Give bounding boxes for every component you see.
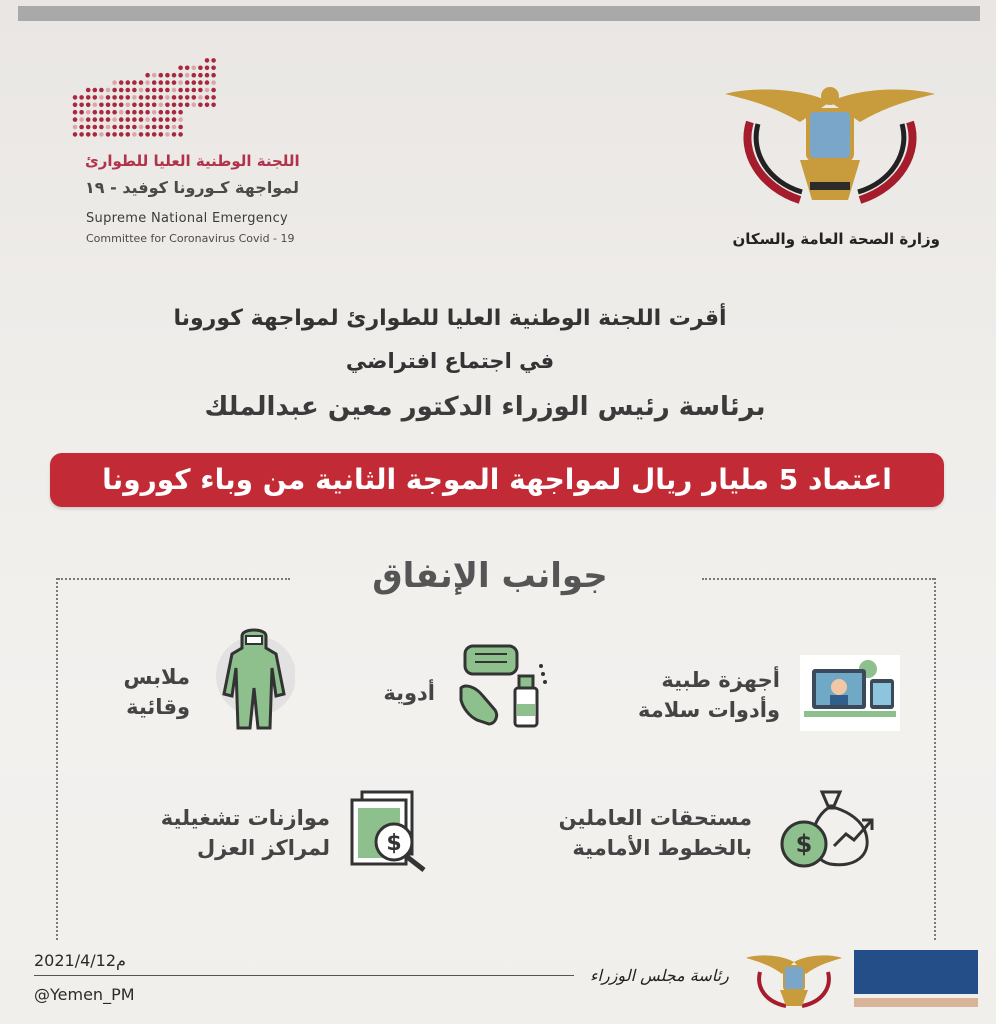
map-dot: [178, 132, 183, 137]
map-dot: [165, 80, 170, 85]
item-label-medical-devices: [600, 665, 780, 725]
map-dot: [192, 88, 197, 93]
item-operating-budgets-line2: لمراكز العزل: [196, 836, 330, 860]
budget-document-icon: [346, 790, 436, 874]
committee-name-ar-line2: لمواجهة كـورونا كوفيد - ١٩: [85, 178, 300, 197]
map-dot: [185, 95, 190, 100]
map-dot: [106, 103, 111, 108]
map-dot: [159, 110, 164, 115]
map-dot: [119, 125, 124, 130]
map-dot: [159, 88, 164, 93]
map-dot: [86, 132, 91, 137]
map-dot: [93, 110, 98, 115]
map-dot: [119, 103, 124, 108]
map-dot: [165, 95, 170, 100]
map-dot: [139, 103, 144, 108]
section-title: جوانب الإنفاق: [372, 556, 608, 596]
map-dot: [119, 117, 124, 122]
map-dot: [93, 88, 98, 93]
map-dot: [145, 103, 150, 108]
map-dot: [178, 95, 183, 100]
map-dot: [119, 95, 124, 100]
map-dot: [172, 80, 177, 85]
footer-blue-block: [854, 950, 978, 994]
map-dot: [93, 95, 98, 100]
map-dot: [198, 73, 203, 78]
item-label-operating-budgets: [130, 803, 330, 863]
map-dot: [211, 88, 216, 93]
map-dot: [159, 132, 164, 137]
cabinet-signature: رئاسة مجلس الوزراء: [590, 966, 729, 985]
item-medical-devices-line2: وأدوات سلامة: [637, 698, 780, 722]
map-dot: [73, 103, 78, 108]
map-dot: [126, 80, 131, 85]
twitter-handle[interactable]: @Yemen_PM: [34, 985, 135, 1004]
map-dot: [73, 110, 78, 115]
map-dot: [106, 132, 111, 137]
map-dot: [172, 125, 177, 130]
map-dot: [119, 80, 124, 85]
map-dot: [192, 73, 197, 78]
map-dot: [205, 103, 210, 108]
map-dot: [93, 103, 98, 108]
map-dot: [106, 117, 111, 122]
map-dot: [198, 95, 203, 100]
map-dot: [211, 80, 216, 85]
map-dot: [159, 117, 164, 122]
map-dot: [79, 103, 84, 108]
map-dot: [205, 66, 210, 71]
map-dot: [99, 110, 104, 115]
item-frontline-workers-line2: بالخطوط الأمامية: [572, 836, 752, 860]
map-dot: [86, 125, 91, 130]
map-dot: [152, 110, 157, 115]
map-dot: [132, 103, 137, 108]
money-bag-icon: [778, 786, 878, 872]
item-protective-suit-line2: وقائية: [126, 695, 190, 719]
map-dot: [178, 66, 183, 71]
banner-text: اعتماد 5 مليار ريال لمواجهة الموجة الثانية من وباء كورونا: [102, 463, 892, 496]
map-dot: [211, 103, 216, 108]
map-dot: [165, 132, 170, 137]
map-dot: [73, 132, 78, 137]
map-dot: [73, 117, 78, 122]
map-dot: [79, 132, 84, 137]
map-dot: [192, 66, 197, 71]
committee-name-en-line2: Committee for Coronavirus Covid - 19: [86, 232, 295, 245]
map-dot: [139, 125, 144, 130]
top-bar: [18, 6, 980, 21]
map-dot: [139, 117, 144, 122]
map-dot: [211, 73, 216, 78]
map-dot: [165, 117, 170, 122]
map-dot: [112, 80, 117, 85]
svg-text:$: $: [795, 830, 813, 858]
item-medical-devices-line1: أجهزة طبية: [661, 668, 780, 692]
map-dot: [165, 125, 170, 130]
map-dot: [185, 66, 190, 71]
item-label-protective-suit: [90, 662, 190, 722]
map-dot: [99, 117, 104, 122]
small-eagle-emblem: [746, 952, 842, 1010]
map-dot: [86, 110, 91, 115]
map-dot: [205, 88, 210, 93]
frame-right: [934, 578, 936, 940]
map-dot: [159, 73, 164, 78]
map-dot: [165, 73, 170, 78]
map-dot: [132, 88, 137, 93]
map-dot: [86, 103, 91, 108]
map-dot: [159, 125, 164, 130]
map-dot: [132, 95, 137, 100]
map-dot: [172, 103, 177, 108]
map-dot: [172, 95, 177, 100]
headline-line-1: أقرت اللجنة الوطنية العليا للطوارئ لمواجهة كورونا: [173, 306, 727, 331]
ministry-name: وزارة الصحة العامة والسكان: [732, 230, 940, 248]
map-dot: [178, 73, 183, 78]
medical-devices-icon: [800, 655, 900, 731]
map-dot: [145, 132, 150, 137]
map-dot: [112, 132, 117, 137]
map-dot: [178, 125, 183, 130]
map-dot: [106, 125, 111, 130]
map-dot: [145, 95, 150, 100]
item-label-medicine: [340, 678, 435, 708]
map-dot: [145, 110, 150, 115]
yemen-eagle-emblem: [720, 82, 940, 212]
map-dot: [139, 88, 144, 93]
map-dot: [185, 80, 190, 85]
map-dot: [192, 103, 197, 108]
map-dot: [139, 95, 144, 100]
map-dot: [192, 95, 197, 100]
map-dot: [73, 125, 78, 130]
map-dot: [185, 73, 190, 78]
map-dot: [152, 103, 157, 108]
map-dot: [152, 125, 157, 130]
map-dot: [152, 117, 157, 122]
map-dot: [79, 95, 84, 100]
map-dot: [99, 95, 104, 100]
map-dot: [211, 95, 216, 100]
item-label-frontline-workers: [520, 803, 752, 863]
map-dot: [185, 88, 190, 93]
map-dot: [86, 117, 91, 122]
map-dot: [112, 117, 117, 122]
map-dot: [145, 125, 150, 130]
map-dot: [152, 80, 157, 85]
item-medicine-line1: أدوية: [383, 681, 435, 705]
item-frontline-workers-line1: مستحقات العاملين: [558, 806, 752, 830]
main-banner: [50, 453, 944, 507]
map-dot: [99, 103, 104, 108]
headline-line-2: في اجتماع افتراضي: [345, 349, 555, 373]
map-dot: [119, 132, 124, 137]
post-date: 2021/4/12م: [34, 951, 126, 970]
map-dot: [172, 132, 177, 137]
map-dot: [126, 110, 131, 115]
headline-line-3: برئاسة رئيس الوزراء الدكتور معين عبدالملك: [204, 392, 766, 422]
map-dot: [152, 95, 157, 100]
item-protective-suit-line1: ملابس: [123, 665, 190, 689]
map-dot: [112, 95, 117, 100]
map-dot: [126, 88, 131, 93]
map-dot: [152, 132, 157, 137]
footer-tan-stripe: [854, 998, 978, 1007]
map-dot: [126, 125, 131, 130]
map-dot: [172, 88, 177, 93]
map-dot: [205, 95, 210, 100]
map-dot: [159, 103, 164, 108]
map-dot: [172, 73, 177, 78]
map-dot: [192, 80, 197, 85]
map-dot: [126, 95, 131, 100]
map-dot: [132, 125, 137, 130]
map-dot: [112, 125, 117, 130]
map-dot: [139, 80, 144, 85]
map-dot: [165, 110, 170, 115]
map-dot: [172, 117, 177, 122]
committee-name-en-line1: Supreme National Emergency: [86, 211, 289, 226]
map-dot: [86, 88, 91, 93]
map-dot: [119, 110, 124, 115]
map-dot: [198, 103, 203, 108]
committee-name-ar-line1: اللجنة الوطنية العليا للطوارئ: [85, 152, 300, 170]
map-dot: [106, 95, 111, 100]
map-dot: [79, 125, 84, 130]
map-dot: [198, 88, 203, 93]
map-dot: [73, 95, 78, 100]
map-dot: [132, 110, 137, 115]
map-dot: [79, 110, 84, 115]
map-dot: [198, 66, 203, 71]
map-dot: [205, 58, 210, 63]
frame-left: [56, 578, 58, 940]
map-dot: [132, 117, 137, 122]
map-dot: [99, 125, 104, 130]
map-dot: [152, 88, 157, 93]
map-dot: [159, 80, 164, 85]
map-dot: [86, 95, 91, 100]
item-operating-budgets-line1: موازنات تشغيلية: [160, 806, 330, 830]
medicine-icon: [455, 638, 550, 733]
map-dot: [205, 73, 210, 78]
map-dot: [178, 80, 183, 85]
frame-top-right: [702, 578, 934, 580]
map-dot: [126, 132, 131, 137]
map-dot: [112, 88, 117, 93]
map-dot: [159, 95, 164, 100]
map-dot: [132, 132, 137, 137]
map-dot: [112, 103, 117, 108]
yemen-map-dots-logo: [70, 48, 220, 140]
map-dot: [139, 110, 144, 115]
map-dot: [178, 88, 183, 93]
svg-text:$: $: [386, 831, 402, 856]
map-dot: [178, 103, 183, 108]
map-dot: [172, 110, 177, 115]
map-dot: [145, 117, 150, 122]
map-dot: [145, 88, 150, 93]
map-dot: [99, 88, 104, 93]
map-dot: [185, 103, 190, 108]
map-dot: [145, 73, 150, 78]
map-dot: [211, 58, 216, 63]
map-dot: [152, 73, 157, 78]
map-dot: [112, 110, 117, 115]
map-dot: [139, 132, 144, 137]
map-dot: [211, 66, 216, 71]
footer-divider: [34, 975, 574, 976]
map-dot: [119, 88, 124, 93]
map-dot: [132, 80, 137, 85]
map-dot: [165, 88, 170, 93]
map-dot: [106, 110, 111, 115]
map-dot: [93, 132, 98, 137]
map-dot: [99, 132, 104, 137]
map-dot: [178, 117, 183, 122]
map-dot: [126, 117, 131, 122]
map-dot: [79, 117, 84, 122]
map-dot: [145, 80, 150, 85]
map-dot: [126, 103, 131, 108]
frame-top-left: [58, 578, 290, 580]
map-dot: [178, 110, 183, 115]
map-dot: [93, 117, 98, 122]
protective-suit-icon: [210, 628, 295, 733]
map-dot: [198, 80, 203, 85]
map-dot: [165, 103, 170, 108]
map-dot: [106, 88, 111, 93]
map-dot: [93, 125, 98, 130]
map-dot: [205, 80, 210, 85]
